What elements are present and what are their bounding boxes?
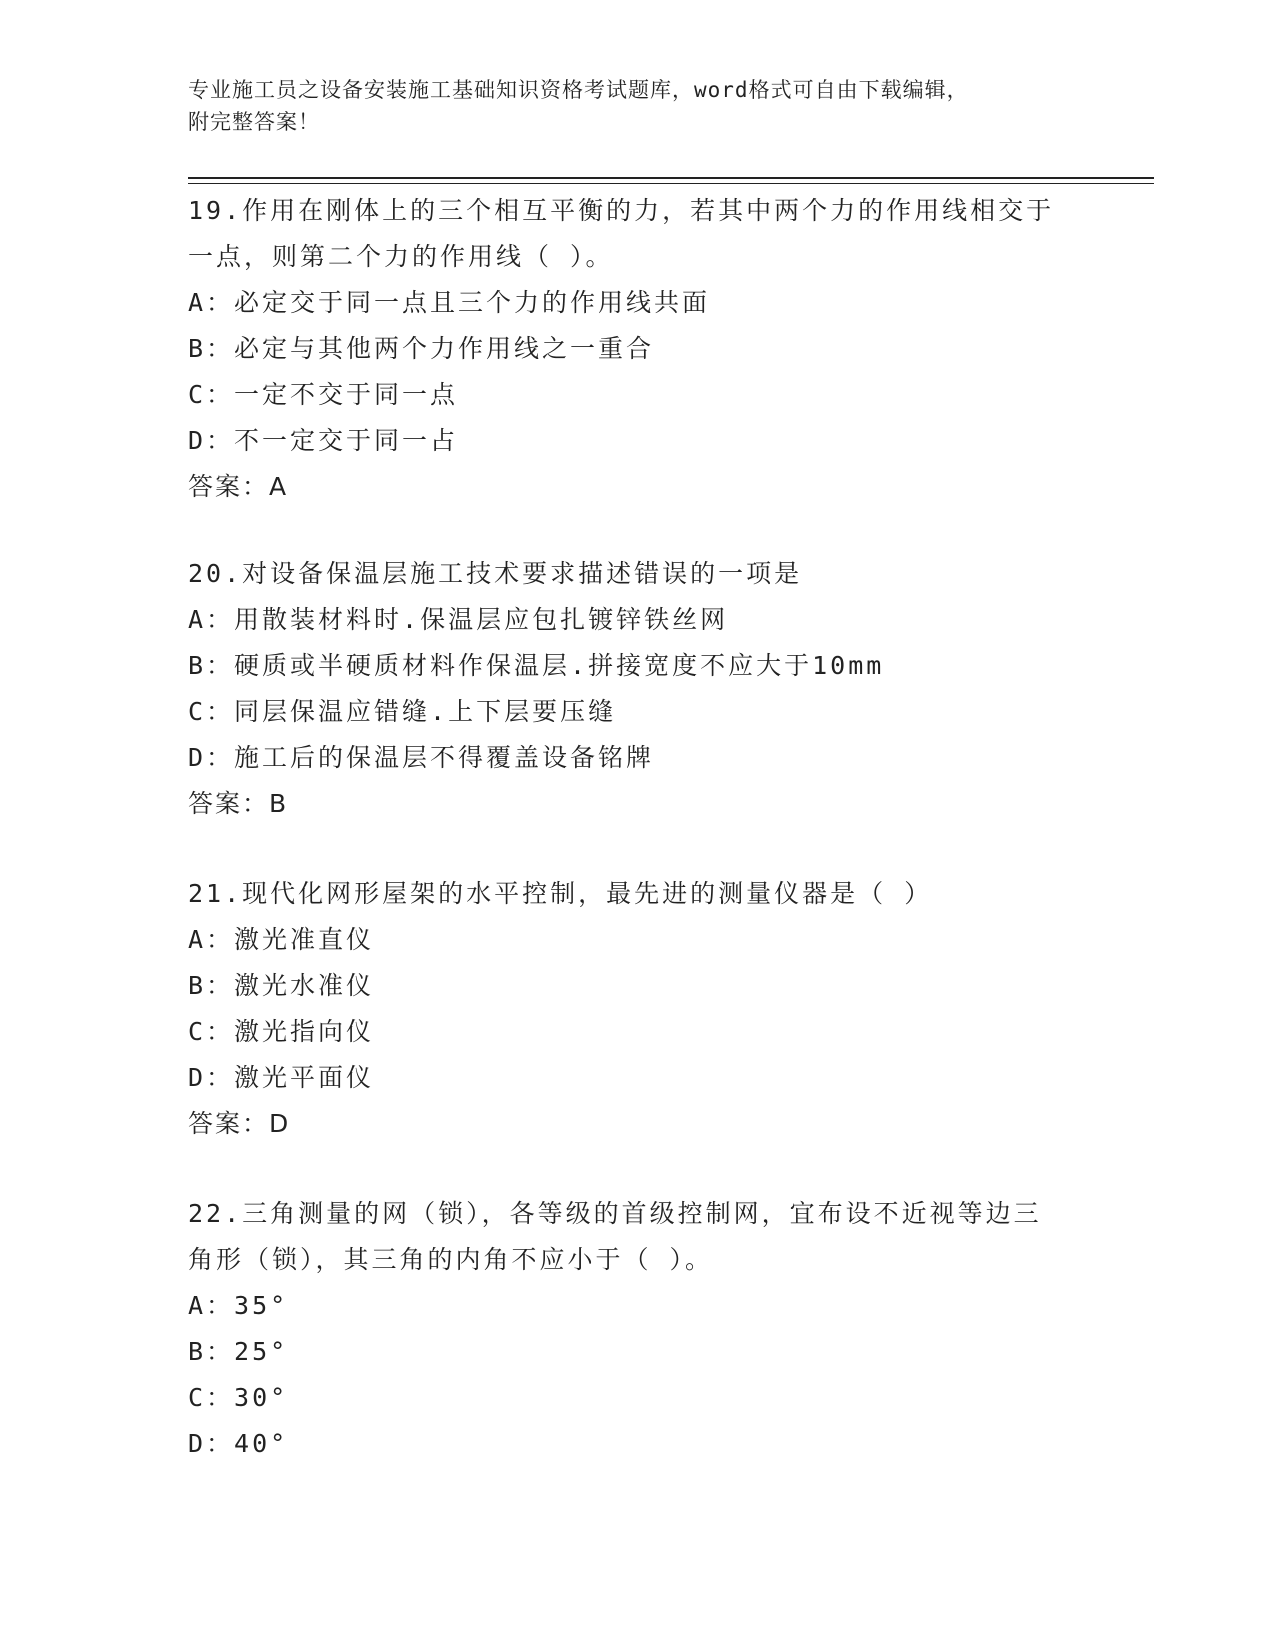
option-a: A：用散装材料时.保温层应包扎镀锌铁丝网	[188, 605, 729, 634]
question-19	[188, 188, 1088, 510]
header-rule-thin	[188, 183, 1154, 184]
option-a: A：激光准直仪	[188, 925, 375, 954]
header-line-2: 附完整答案！	[188, 110, 320, 134]
header-rule-thick	[188, 177, 1154, 179]
option-b: B：硬质或半硬质材料作保温层.拼接宽度不应大于10mm	[188, 651, 885, 680]
question-stem-line: 20.对设备保温层施工技术要求描述错误的一项是	[188, 559, 803, 588]
question-20	[188, 551, 1088, 827]
option-b: B：25°	[188, 1337, 289, 1366]
question-stem-line: 22.三角测量的网（锁），各等级的首级控制网，宜布设不近视等边三	[188, 1199, 1042, 1228]
option-d: D：40°	[188, 1429, 289, 1458]
question-22	[188, 1191, 1088, 1467]
option-c: C：激光指向仪	[188, 1017, 375, 1046]
question-stem-line: 一点，则第二个力的作用线（ ）。	[188, 242, 614, 271]
option-a: A：35°	[188, 1291, 289, 1320]
question-stem-line: 19.作用在刚体上的三个相互平衡的力，若其中两个力的作用线相交于	[188, 196, 1055, 225]
option-c: C：30°	[188, 1383, 289, 1412]
option-d: D：不一定交于同一占	[188, 426, 459, 455]
question-21	[188, 871, 1088, 1147]
answer-line: 答案：B	[188, 789, 289, 818]
answer-line: 答案：D	[188, 1109, 291, 1138]
question-stem-line: 角形（锁），其三角的内角不应小于（ ）。	[188, 1245, 714, 1274]
document-header	[188, 74, 1088, 138]
header-line-1: 专业施工员之设备安装施工基础知识资格考试题库，word格式可自由下载编辑，	[188, 78, 969, 102]
option-d: D：激光平面仪	[188, 1063, 375, 1092]
answer-line: 答案：A	[188, 472, 289, 501]
option-c: C：一定不交于同一点	[188, 380, 459, 409]
option-d: D：施工后的保温层不得覆盖设备铭牌	[188, 743, 655, 772]
option-c: C：同层保温应错缝.上下层要压缝	[188, 697, 617, 726]
option-b: B：激光水准仪	[188, 971, 375, 1000]
question-stem-line: 21.现代化网形屋架的水平控制，最先进的测量仪器是（ ）	[188, 879, 933, 908]
option-a: A：必定交于同一点且三个力的作用线共面	[188, 288, 711, 317]
option-b: B：必定与其他两个力作用线之一重合	[188, 334, 655, 363]
